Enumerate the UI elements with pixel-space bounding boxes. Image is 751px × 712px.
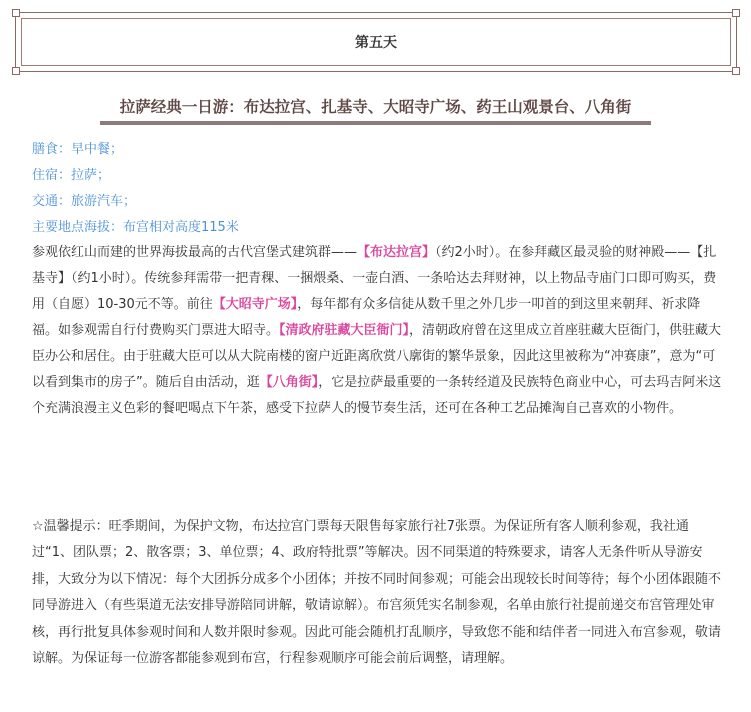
description-text: ，每年都有众多信徒从数千里之外几步一叩首的到这里来朝拜、祈求降福。如参观需自行付费购买门票进大昭寺。 (32, 297, 701, 338)
route-title-underline (100, 121, 651, 125)
day-title: 第五天 (355, 35, 397, 51)
highlight-qing-ambans-office: 【清政府驻藏大臣衙门】 (279, 323, 410, 338)
info-meals: 膳食：早中餐； (32, 142, 124, 157)
day-header-frame (15, 12, 737, 72)
info-lodging: 住宿：拉萨； (32, 168, 111, 183)
description-text: 参观依红山而建的世界海拔最高的古代宫堡式建筑群—— (32, 245, 358, 260)
warm-tip: ☆温馨提示：旺季期间，为保护文物，布达拉宫门票每天限售每家旅行社7张票。为保证所有客人顺利参观，我社通过“1、团队票；2、散客票；3、单位票；4、政府特批票”等解决。因不同渠道的特殊要求，请客人无条件听从导游安排，大致分为以下情况：每个大团拆分成多个小团体；并按不同时间参观；可能会出现较长时间等待；每个小团体跟随不同导游进入（有些渠道无法安排导游陪同讲解，敬请谅解）。布宫须凭实名制参观，名单由旅行社提前递交布宫管理处审核，再行批复具体参观时间和人数并限时参观。因此可能会随机打乱顺序，导致您不能和结伴者一同进入布宫参观，敬请谅解。为保证每一位游客都能参观到布宫，行程参观顺序可能会前后调整，请理解。 (32, 519, 722, 667)
description-text: ，清朝政府曾在这里成立首座驻藏大臣衙门，供驻藏大臣办公和居住。由于驻藏大臣可以从大院南楼的窗户近距离欣赏八廓街的繁华景象，因此这里被称为“冲赛康”，意为“可以看到集市的房子”。随后自由活动，逛 (32, 323, 722, 390)
highlight-barkhor-street: 【八角街】 (259, 375, 319, 390)
highlight-jokhang-square: 【大昭寺广场】 (212, 297, 298, 312)
route-title: 拉萨经典一日游：布达拉宫、扎基寺、大昭寺广场、药王山观景台、八角街 (119, 98, 632, 116)
info-altitude: 主要地点海拔：布宫相对高度115米 (32, 220, 239, 235)
description-text: ，它是拉萨最重要的一条转经道及民族特色商业中心，可去玛吉阿米这个充满浪漫主义色彩的餐吧喝点下午茶，感受下拉萨人的慢节奏生活，还可在各种工艺品摊淘自己喜欢的小物件。 (32, 375, 722, 416)
description-text: （约2小时）。在参拜藏区最灵验的财神殿——【扎基寺】（约1小时）。传统参拜需带一把青稞、一捆煨桑、一壶白酒、一条哈达去拜财神，以上物品寺庙门口即可购买，费用（自愿）10-30元不等。前往 (32, 245, 717, 312)
itinerary-description (32, 240, 722, 422)
info-transport: 交通：旅游汽车； (32, 194, 137, 209)
highlight-potala-palace: 【布达拉宫】 (357, 245, 436, 260)
